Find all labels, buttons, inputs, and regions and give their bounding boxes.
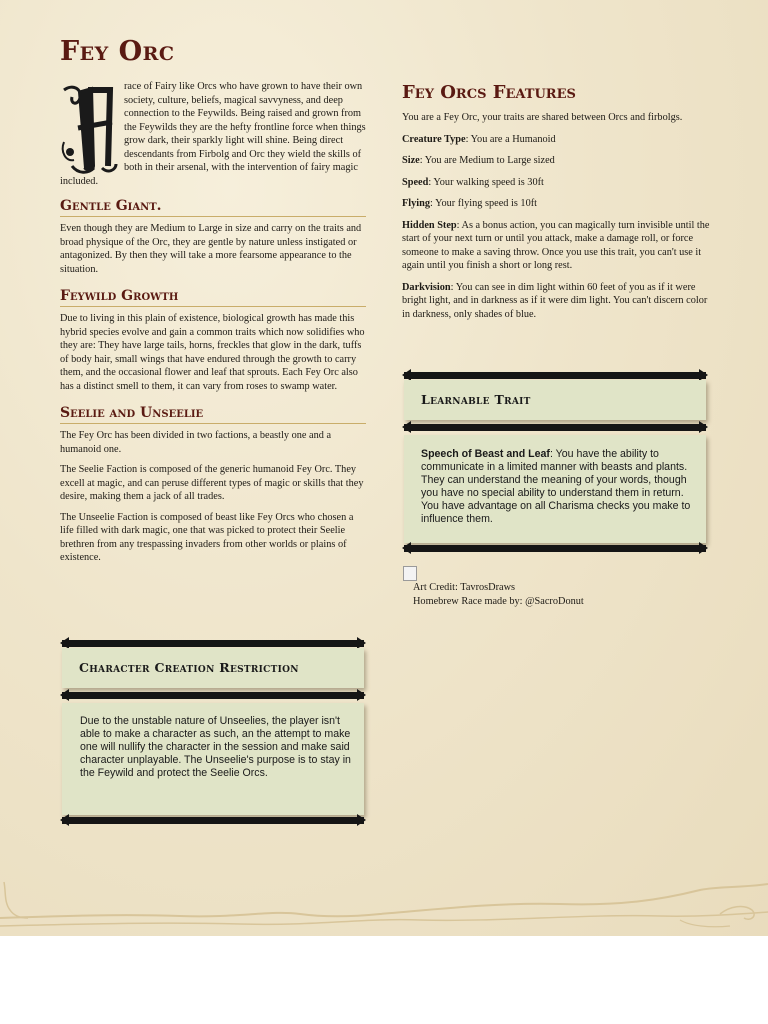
right-column [402, 82, 710, 329]
factions-paragraph: The Fey Orc has been divided in two factions, a beastly one and a humanoid one. [60, 430, 332, 455]
box-bottom-bar [62, 817, 364, 824]
feature-flying: Flying: Your flying speed is 10ft [402, 198, 538, 209]
learnable-box-body [404, 435, 706, 543]
restriction-box-body [62, 703, 364, 815]
credits [403, 566, 584, 608]
learnable-box-header [404, 380, 706, 420]
broken-image-icon [403, 566, 417, 581]
feature-size: Size: You are Medium to Large sized [402, 155, 555, 166]
page-title: Fey Orc [60, 36, 175, 67]
features-heading: Fey Orcs Features [402, 82, 576, 103]
box-bottom-bar [404, 545, 706, 552]
feywild-growth-paragraph: Due to living in this plain of existence, biological growth has made this hybrid species evolve and gain a common traits which now solidifies who they are: They have large tails, horns, freckles that glow in the dark, tuffs of body hair, small wings that have endured through the growth to carry them, and the occasional flower and leaf that sprouts. Each Fey Orc also has a distinct smell to them, it can vary from roses to swamp water. [60, 313, 365, 392]
feature-darkvision: Darkvision: You can see in dim light within 60 feet of you as if it were bright light, and in darkness as if it were dim light. You can't discern color in darkness, only shades of blue. [402, 281, 708, 320]
feature-creature-type: Creature Type: You are a Humanoid [402, 133, 556, 145]
learnable-box-title: Learnable Trait [421, 392, 531, 407]
seelie-paragraph: The Seelie Faction is composed of the generic humanoid Fey Orc. They excell at magic, and can peruse different types of magic or skills that they desire, making them a jack of all trades. [60, 464, 364, 502]
homebrew-credit: Homebrew Race made by: @SacroDonut [413, 595, 584, 607]
section-heading-seelie-unseelie: Seelie and Unseelie [60, 405, 366, 424]
features-intro: You are a Fey Orc, your traits are shared between Orcs and firbolgs. [402, 112, 683, 123]
feature-speed: Speed: Your walking speed is 30ft [402, 176, 544, 188]
gentle-giant-paragraph: Even though they are Medium to Large in size and carry on the traits and broad physique of the Orc, they are gentle by nature unless instigated or antagonized. By then they will take a more fearsome appearance to the situation. [60, 223, 362, 275]
intro-text: race of Fairy like Orcs who have grown to have their own society, culture, beliefs, magical savvyness, and deep connection to the Feywilds. Being raised and grown from the Feywilds they are the hefty frontline force when things grow dark, their sparkly light will shine. Being direct descendants from Firbolg and Orc they wield the skills of both in their arsenal, with the intervention of fairy magic included. [60, 81, 366, 187]
learnable-trait-text: Speech of Beast and Leaf: You have the ability to communicate in a limited manner with beasts and plants. They can understand the meaning of your words, though you have no special ability to understand them in return. You have advantage on all Charisma checks you make to influence them. [421, 448, 691, 525]
box-divider-bar [404, 424, 706, 431]
left-column [60, 80, 366, 572]
unseelie-paragraph: The Unseelie Faction is composed of beast like Fey Orcs who chosen a life filled with dark magic, one that was picked to protect their Seelie brethren from any trespassing invaders from other worlds or plains of existence. [60, 511, 354, 563]
restriction-box-header [62, 648, 364, 688]
dropcap-letter-a [58, 82, 120, 174]
section-heading-gentle-giant: Gentle Giant. [60, 198, 366, 217]
restriction-box-title: Character Creation Restriction [79, 660, 299, 675]
section-heading-feywild-growth: Feywild Growth [60, 288, 366, 307]
feature-hidden-step: Hidden Step: As a bonus action, you can magically turn invisible until the start of your next turn or until you attack, make a damage roll, or force someone to make a saving throw. Once you use this trait, you can't use it again until you finish a short or long rest. [402, 219, 710, 271]
box-top-bar [62, 640, 364, 647]
intro-paragraph [60, 80, 366, 188]
restriction-box-text: Due to the unstable nature of Unseelies, the player isn't able to make a character as such, an the attempt to make one will nullify the character in the session and make said character unplayable. The Unseelie's purpose is to stay in the Feywild and protect the Seelie Orcs. [80, 715, 351, 779]
footer-border-ornament [0, 880, 768, 936]
box-divider-bar [62, 692, 364, 699]
art-credit: Art Credit: TavrosDraws [413, 582, 516, 593]
box-top-bar [404, 372, 706, 379]
